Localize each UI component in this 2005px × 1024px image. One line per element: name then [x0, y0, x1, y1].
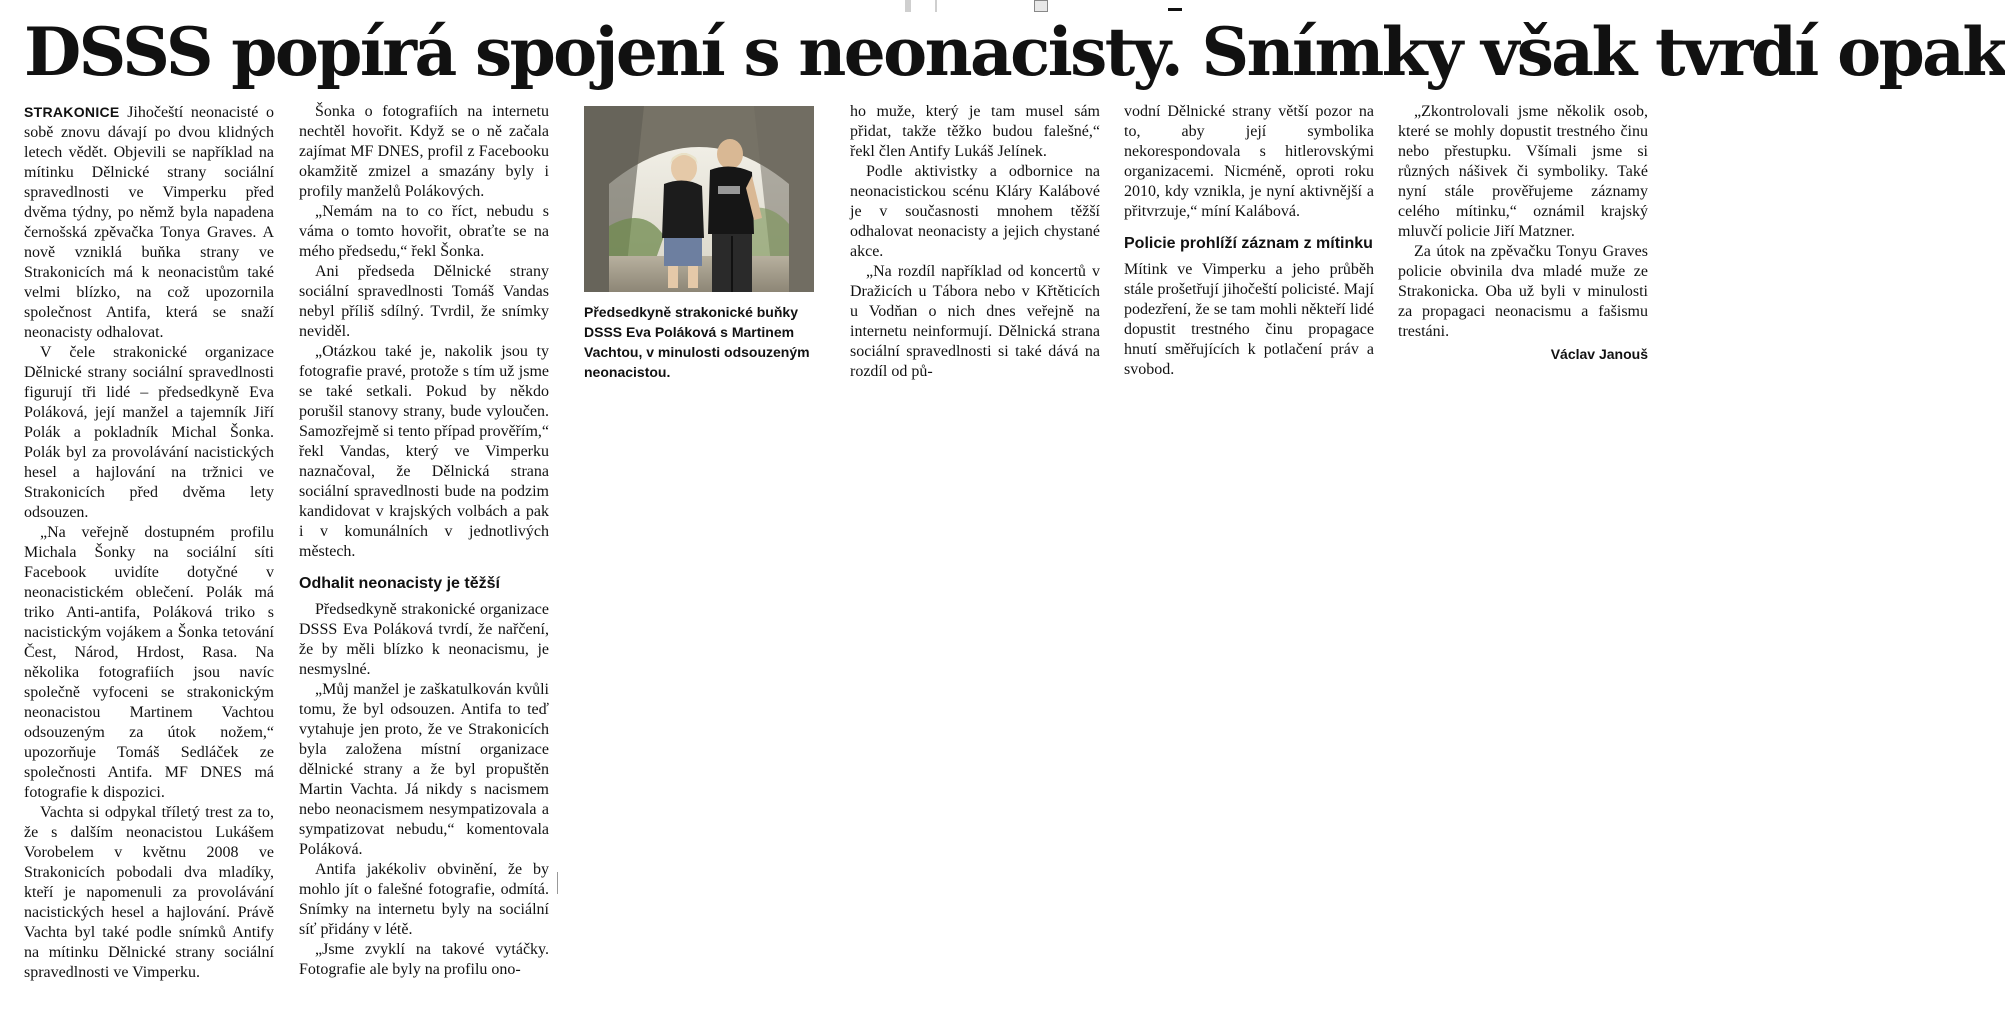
article-column-4: [1124, 102, 1374, 380]
paragraph: vodní Dělnické strany větší pozor na to, aby její symbolika nekorespondovala s hitlerovskými organizacemi. Nicméně, oproti roku 2010, kdy vznikla, je nyní aktivnější a přitvrzuje,“ míní Kalábová.: [1124, 103, 1374, 220]
scan-mark: [935, 0, 937, 12]
byline: Václav Janouš: [1550, 346, 1648, 362]
top-scan-strip: [0, 0, 1664, 12]
article-column-1: [24, 102, 274, 983]
scan-tick: [1168, 8, 1182, 11]
paragraph: Vachta si odpykal tříletý trest za to, že s dalším neonacistou Lukášem Vorobelem v květnu 2008 ve Strakonicích pobodali dva mladíky, kteří je napomenuli za provolávání nacistických hesel a hajlování. Právě Vachta byl také podle snímků Antify na mítinku Dělnické strany sociální spravedlnosti ve Vimperku.: [24, 804, 274, 981]
paragraph: „Zkontrolovali jsme několik osob, které se mohly dopustit trestného činu nebo přestupku. Všímali jsme si různých nášivek či symboliky. Také nyní stále prověřujeme záznamy celého mítinku,“ oznámil krajský mluvčí policie Jiří Matzner.: [1398, 103, 1648, 240]
scan-mark: [905, 0, 911, 12]
paragraph-text: Jihočeští neonacisté o sobě znovu dávají po dvou klidných letech vědět. Objevili se například na mítinku Dělnické strany sociální spravedlnosti ve Vimperku před dvěma týdny, po němž byla napadena černošská zpěvačka Tonya Graves. A nově vzniklá buňka strany ve Strakonicích má k neonacistům také velmi blízko, na což upozornila společnost Antifa, která se snaží neonacisty odhalovat.: [24, 104, 274, 341]
article-column-5: [1398, 102, 1648, 364]
paragraph: „Nemám na to co říct, nebudu s váma o tomto hovořit, obraťte se na mého předsedu,“ řekl Šonka.: [299, 203, 549, 260]
scan-square-icon: [1034, 0, 1048, 12]
paragraph: Šonka o fotografiích na internetu nechtěl hovořit. Když se o ně začala zajímat MF DNES, profil z Facebooku okamžitě zmizel a smazány byly i profily manželů Polákových.: [299, 103, 549, 200]
paragraph: „Na rozdíl například od koncertů v Dražicích u Tábora nebo v Křtěticích u Vodňan o nich dnes veřejně na internetu neinformují. Dělnická strana sociální spravedlnosti si také dává na rozdíl od pů-: [850, 263, 1100, 380]
scan-artifact-line: [557, 872, 558, 894]
paragraph: Za útok na zpěvačku Tonyu Graves policie obvinila dva mladé muže ze Strakonicka. Oba už byli v minulosti za propagaci neonacismu a fašismu trestáni.: [1398, 243, 1648, 340]
subheading: Odhalit neonacisty je těžší: [299, 575, 500, 592]
photo-illustration: [584, 106, 814, 292]
paragraph: [24, 102, 274, 343]
paragraph: Mítink ve Vimperku a jeho průběh stále prošetřují jihočeští policisté. Mají podezření, že se tam mohli někteří lidé dopustit trestného činu propagace hnutí směřujících k potlačení práv a svobod.: [1124, 261, 1374, 378]
dateline: STRAKONICE: [24, 104, 120, 120]
article-column-3: [850, 102, 1100, 382]
paragraph: „Jsme zvyklí na takové vytáčky. Fotografie ale byly na profilu ono-: [299, 941, 549, 978]
paragraph: ho muže, který je tam musel sám přidat, takže těžko budou falešné,“ řekl člen Antify Lukáš Jelínek.: [850, 103, 1100, 160]
article-column-2: [299, 102, 549, 980]
paragraph: Podle aktivistky a odbornice na neonacistickou scénu Kláry Kalábové je v současnosti mnohem těžší odhalovat neonacisty a jejich chystané akce.: [850, 163, 1100, 260]
paragraph: V čele strakonické organizace Dělnické strany sociální spravedlnosti figurují tři lidé – předsedkyně Eva Poláková, její manžel a tajemník Jiří Polák a pokladník Michal Šonka. Polák byl za provolávání nacistických hesel a hajlování na tržnici ve Strakonicích před dvěma lety odsouzen.: [24, 344, 274, 521]
headline: DSSS popírá spojení s neonacisty. Snímky však tvrdí opak: [24, 13, 2005, 91]
article-photo: [584, 106, 814, 292]
paragraph: „Můj manžel je zaškatulkován kvůli tomu, že byl odsouzen. Antifa to teď vytahuje jen proto, že ve Strakonicích byla založena místní organizace dělnické strany a že byl propuštěn Martin Vachta. Já nikdy s nacismem nebo neonacismem nesympatizovala a sympatizovat nebudu,“ komentovala Poláková.: [299, 681, 549, 858]
subheading: Policie prohlíží záznam z mítinku: [1124, 235, 1373, 252]
paragraph: Antifa jakékoliv obvinění, že by mohlo jít o falešné fotografie, odmítá. Snímky na internetu byly na sociální síť přidány v létě.: [299, 861, 549, 938]
photo-caption: Předsedkyně strakonické buňky DSSS Eva Poláková s Martinem Vachtou, v minulosti odsouzeným neonacistou.: [584, 304, 810, 380]
paragraph: „Na veřejně dostupném profilu Michala Šonky na sociální síti Facebook uvidíte dotyčné v neonacistickém oblečení. Polák má triko Anti-antifa, Poláková triko s nacistickým vojákem a Šonka tetování Čest, Národ, Hrdost, Rasa. Na několika fotografiích jsou navíc společně vyfoceni se strakonickým neonacistou Martinem Vachtou odsouzeným za útok nožem,“ upozorňuje Tomáš Sedláček ze společnosti Antifa. MF DNES má fotografie k dispozici.: [24, 524, 274, 801]
paragraph: „Otázkou také je, nakolik jsou ty fotografie pravé, protože s tím už jsme se také setkali. Pokud by někdo porušil stanovy strany, bude vyloučen. Samozřejmě si tento případ prověřím,“ řekl Vandas, který ve Vimperku naznačoval, že Dělnická strana sociální spravedlnosti bude na podzim kandidovat v krajských volbách a pak i v komunálních v jednotlivých městech.: [299, 343, 549, 560]
paragraph: Ani předseda Dělnické strany sociální spravedlnosti Tomáš Vandas nebyl příliš sdílný. Tvrdil, že snímky neviděl.: [299, 263, 549, 340]
paragraph: Předsedkyně strakonické organizace DSSS Eva Poláková tvrdí, že nařčení, že by měli blízko k neonacismu, je nesmyslné.: [299, 601, 549, 678]
